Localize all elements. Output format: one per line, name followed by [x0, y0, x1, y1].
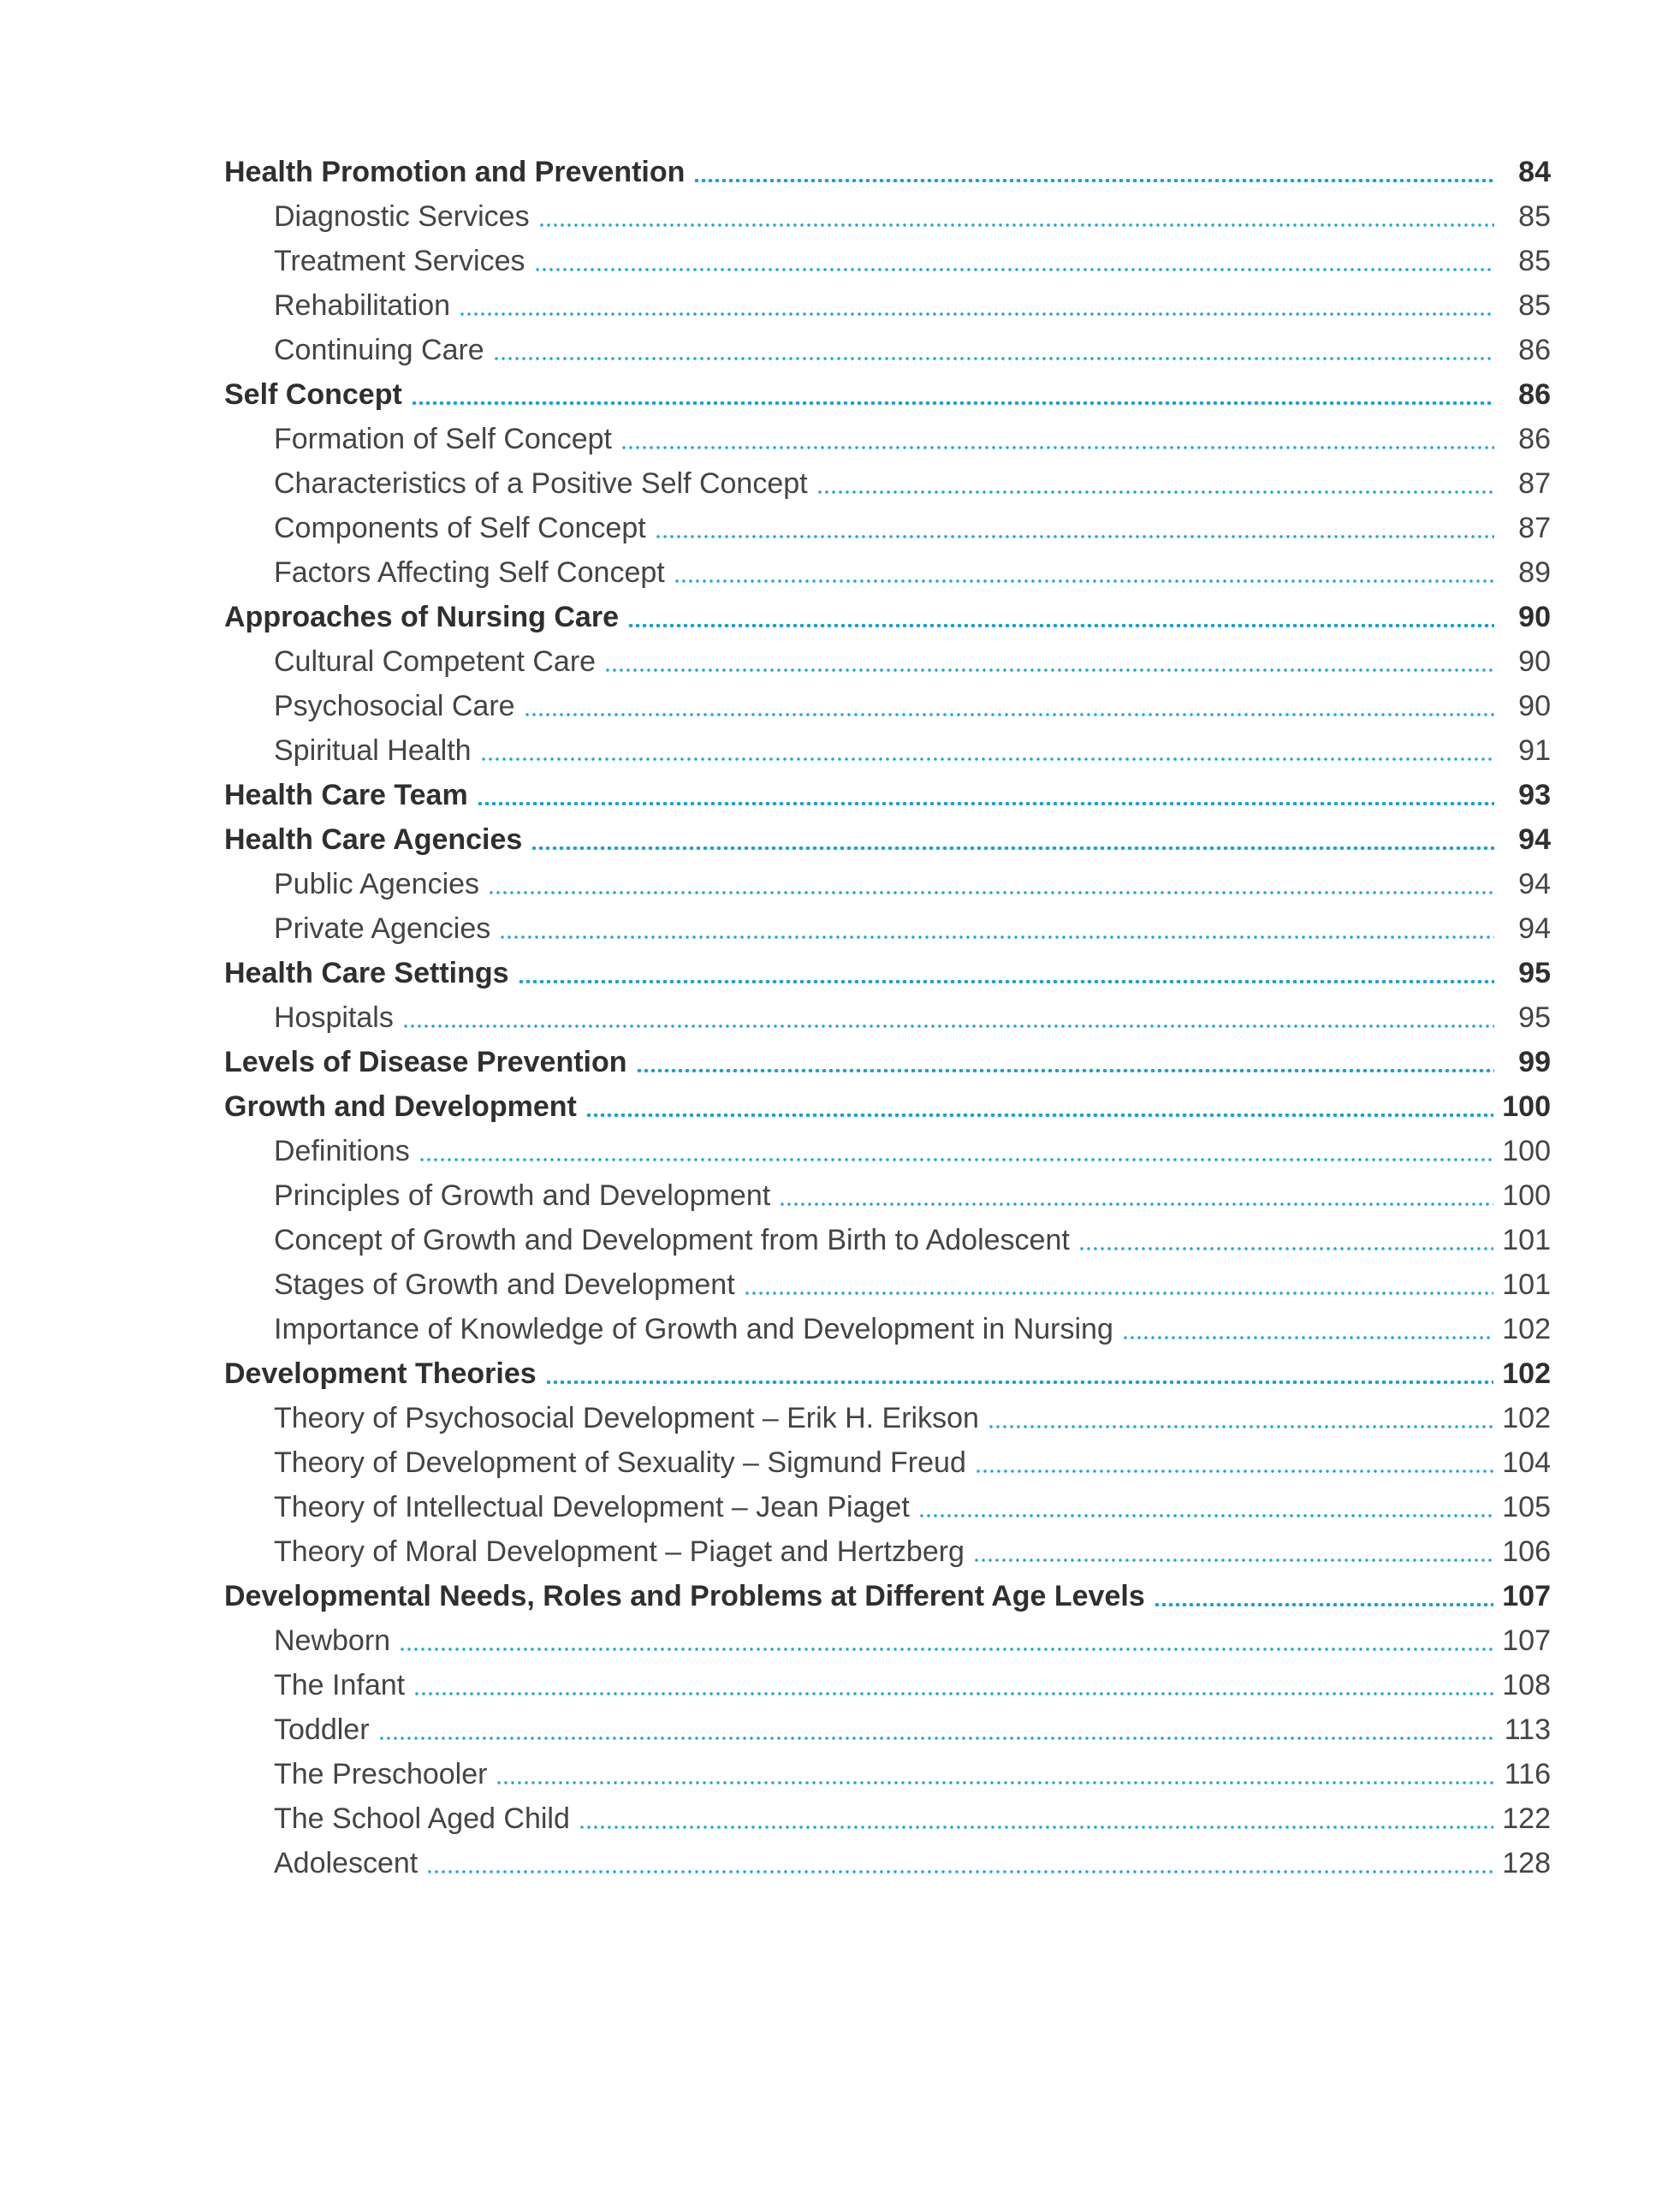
- toc-page-number: 84: [1518, 156, 1551, 188]
- toc-subsection-entry: [224, 1707, 1551, 1752]
- dot-leader: [1154, 1603, 1494, 1606]
- dot-leader: [413, 1692, 1493, 1695]
- toc-subsection-entry: [224, 728, 1551, 773]
- toc-page-number: 85: [1518, 289, 1551, 322]
- toc-subsection-entry: [224, 684, 1551, 728]
- toc-section-entry: [224, 1351, 1551, 1396]
- toc-entry-title: Adolescent: [274, 1847, 419, 1879]
- dot-leader: [545, 1381, 1494, 1384]
- toc-page-number: 105: [1502, 1491, 1551, 1523]
- toc-entry-title: Cultural Competent Care: [274, 645, 597, 678]
- dot-leader: [480, 757, 1494, 761]
- toc-entry-title: Rehabilitation: [274, 289, 451, 322]
- toc-section-entry: [224, 1084, 1551, 1129]
- toc-section-entry: [224, 372, 1551, 417]
- toc-page-number: 89: [1518, 556, 1551, 589]
- toc-subsection-entry: [224, 1440, 1551, 1485]
- toc-subsection-entry: [224, 1129, 1551, 1173]
- toc-subsection-entry: [224, 417, 1551, 461]
- dot-leader: [744, 1291, 1494, 1295]
- toc-subsection-entry: [224, 1663, 1551, 1707]
- dot-leader: [411, 401, 1494, 405]
- toc-page-number: 87: [1518, 467, 1551, 500]
- dot-leader: [531, 846, 1494, 850]
- dot-leader: [1122, 1336, 1493, 1339]
- toc-subsection-entry: [224, 1796, 1551, 1841]
- toc-page-number: 107: [1502, 1624, 1551, 1657]
- toc-page-number: 116: [1504, 1758, 1551, 1790]
- dot-leader: [402, 1024, 1494, 1028]
- toc-entry-title: The Preschooler: [274, 1758, 488, 1790]
- dot-leader: [579, 1826, 1493, 1829]
- toc-entry-title: Developmental Needs, Roles and Problems at Different Age Levels: [224, 1580, 1145, 1612]
- toc-subsection-entry: [224, 506, 1551, 550]
- toc-entry-title: Self Concept: [224, 378, 402, 411]
- toc-page-number: 91: [1518, 734, 1551, 767]
- toc-page-number: 102: [1502, 1402, 1551, 1434]
- toc-section-entry: [224, 150, 1551, 194]
- toc-entry-title: Principles of Growth and Development: [274, 1179, 771, 1212]
- toc-entry-title: The Infant: [274, 1669, 406, 1701]
- dot-leader: [627, 624, 1494, 627]
- toc-subsection-entry: [224, 1307, 1551, 1351]
- toc-subsection-entry: [224, 1485, 1551, 1529]
- toc-entry-title: Private Agencies: [274, 912, 491, 945]
- toc-page-number: 99: [1518, 1046, 1551, 1078]
- dot-leader: [538, 223, 1494, 227]
- toc-entry-title: Levels of Disease Prevention: [224, 1046, 627, 1078]
- dot-leader: [493, 357, 1494, 360]
- dot-leader: [419, 1158, 1494, 1161]
- toc-section-entry: [224, 595, 1551, 639]
- dot-leader: [399, 1648, 1493, 1651]
- toc-page-number: 100: [1502, 1179, 1551, 1212]
- dot-leader: [459, 312, 1494, 316]
- toc-page-number: 101: [1502, 1268, 1551, 1301]
- dot-leader: [499, 935, 1494, 939]
- dot-leader: [477, 802, 1494, 805]
- toc-subsection-entry: [224, 995, 1551, 1040]
- toc-entry-title: Hospitals: [274, 1001, 394, 1034]
- dot-leader: [975, 1470, 1493, 1473]
- dot-leader: [779, 1202, 1493, 1206]
- toc-page-number: 90: [1518, 690, 1551, 722]
- toc-page-number: 104: [1502, 1446, 1551, 1479]
- dot-leader: [816, 490, 1494, 494]
- dot-leader: [524, 713, 1494, 716]
- toc-entry-title: Theory of Psychosocial Development – Erik H. Erikson: [274, 1402, 979, 1434]
- toc-page-number: 128: [1502, 1847, 1551, 1879]
- toc-page-number: 90: [1518, 601, 1551, 633]
- toc-subsection-entry: [224, 906, 1551, 951]
- toc-page-number: 107: [1502, 1580, 1551, 1612]
- toc-entry-title: Importance of Knowledge of Growth and Development in Nursing: [274, 1313, 1113, 1345]
- toc-page-number: 86: [1518, 378, 1551, 411]
- toc-entry-title: Theory of Intellectual Development – Jean Piaget: [274, 1491, 910, 1523]
- toc-entry-title: Psychosocial Care: [274, 690, 515, 722]
- dot-leader: [496, 1781, 1494, 1784]
- toc-subsection-entry: [224, 1752, 1551, 1796]
- toc-entry-title: Theory of Development of Sexuality – Sigmund Freud: [274, 1446, 966, 1479]
- toc-page-number: 94: [1518, 823, 1551, 856]
- toc-page-number: 100: [1502, 1135, 1551, 1167]
- toc-subsection-entry: [224, 328, 1551, 372]
- dot-leader: [655, 535, 1494, 538]
- dot-leader: [973, 1559, 1493, 1562]
- dot-leader: [620, 446, 1494, 449]
- toc-page-number: 101: [1502, 1224, 1551, 1256]
- toc-entry-title: Health Care Team: [224, 779, 468, 811]
- toc-subsection-entry: [224, 461, 1551, 506]
- toc-page-number: 100: [1502, 1090, 1551, 1123]
- dot-leader: [1078, 1247, 1493, 1250]
- dot-leader: [426, 1870, 1493, 1873]
- dot-leader: [918, 1514, 1493, 1517]
- dot-leader: [378, 1737, 1494, 1740]
- toc-entry-title: Formation of Self Concept: [274, 423, 612, 455]
- toc-entry-title: Development Theories: [224, 1357, 537, 1390]
- toc-page-number: 95: [1518, 957, 1551, 989]
- dot-leader: [488, 891, 1494, 894]
- dot-leader: [534, 268, 1495, 271]
- toc-section-entry: [224, 773, 1551, 817]
- toc-entry-title: Health Care Agencies: [224, 823, 523, 856]
- toc-subsection-entry: [224, 239, 1551, 283]
- dot-leader: [636, 1069, 1494, 1072]
- dot-leader: [693, 179, 1494, 182]
- toc-page-number: 106: [1502, 1535, 1551, 1568]
- toc-page-number: 108: [1502, 1669, 1551, 1701]
- toc-page-number: 85: [1518, 200, 1551, 233]
- toc-subsection-entry: [224, 639, 1551, 684]
- toc-entry-title: Continuing Care: [274, 334, 484, 366]
- toc-entry-title: Factors Affecting Self Concept: [274, 556, 665, 589]
- toc-page-number: 86: [1518, 334, 1551, 366]
- toc-page-number: 95: [1518, 1001, 1551, 1034]
- toc-section-entry: [224, 1040, 1551, 1084]
- dot-leader: [604, 668, 1494, 672]
- toc-subsection-entry: [224, 283, 1551, 328]
- toc-entry-title: Newborn: [274, 1624, 391, 1657]
- toc-subsection-entry: [224, 1218, 1551, 1262]
- toc-page-number: 102: [1502, 1313, 1551, 1345]
- toc-entry-title: Components of Self Concept: [274, 512, 646, 544]
- dot-leader: [585, 1113, 1493, 1117]
- table-of-contents: [224, 150, 1551, 1885]
- toc-subsection-entry: [224, 1618, 1551, 1663]
- toc-entry-title: Public Agencies: [274, 868, 480, 900]
- toc-page-number: 122: [1502, 1802, 1551, 1835]
- toc-entry-title: Definitions: [274, 1135, 410, 1167]
- toc-subsection-entry: [224, 1529, 1551, 1574]
- toc-entry-title: Stages of Growth and Development: [274, 1268, 735, 1301]
- toc-entry-title: Diagnostic Services: [274, 200, 530, 233]
- toc-entry-title: Toddler: [274, 1713, 370, 1746]
- toc-page-number: 90: [1518, 645, 1551, 678]
- toc-entry-title: Growth and Development: [224, 1090, 577, 1123]
- toc-entry-title: Approaches of Nursing Care: [224, 601, 619, 633]
- toc-section-entry: [224, 817, 1551, 862]
- toc-page-number: 93: [1518, 779, 1551, 811]
- toc-page-number: 87: [1518, 512, 1551, 544]
- toc-page-number: 102: [1502, 1357, 1551, 1390]
- toc-page-number: 86: [1518, 423, 1551, 455]
- toc-entry-title: Characteristics of a Positive Self Concept: [274, 467, 808, 500]
- toc-section-entry: [224, 1574, 1551, 1618]
- toc-page-number: 85: [1518, 245, 1551, 277]
- toc-entry-title: Health Care Settings: [224, 957, 509, 989]
- toc-subsection-entry: [224, 1262, 1551, 1307]
- toc-entry-title: Concept of Growth and Development from Birth to Adolescent: [274, 1224, 1070, 1256]
- toc-entry-title: Theory of Moral Development – Piaget and Hertzberg: [274, 1535, 965, 1568]
- toc-entry-title: Health Promotion and Prevention: [224, 156, 686, 188]
- toc-entry-title: The School Aged Child: [274, 1802, 570, 1835]
- toc-page-number: 113: [1504, 1713, 1551, 1746]
- toc-page-number: 94: [1518, 868, 1551, 900]
- toc-entry-title: Spiritual Health: [274, 734, 472, 767]
- toc-subsection-entry: [224, 194, 1551, 239]
- toc-entry-title: Treatment Services: [274, 245, 525, 277]
- toc-page-number: 94: [1518, 912, 1551, 945]
- dot-leader: [518, 980, 1494, 983]
- toc-subsection-entry: [224, 1841, 1551, 1885]
- toc-subsection-entry: [224, 1396, 1551, 1440]
- toc-section-entry: [224, 951, 1551, 995]
- toc-subsection-entry: [224, 1173, 1551, 1218]
- dot-leader: [674, 579, 1494, 583]
- toc-subsection-entry: [224, 862, 1551, 906]
- toc-subsection-entry: [224, 550, 1551, 595]
- dot-leader: [988, 1425, 1493, 1428]
